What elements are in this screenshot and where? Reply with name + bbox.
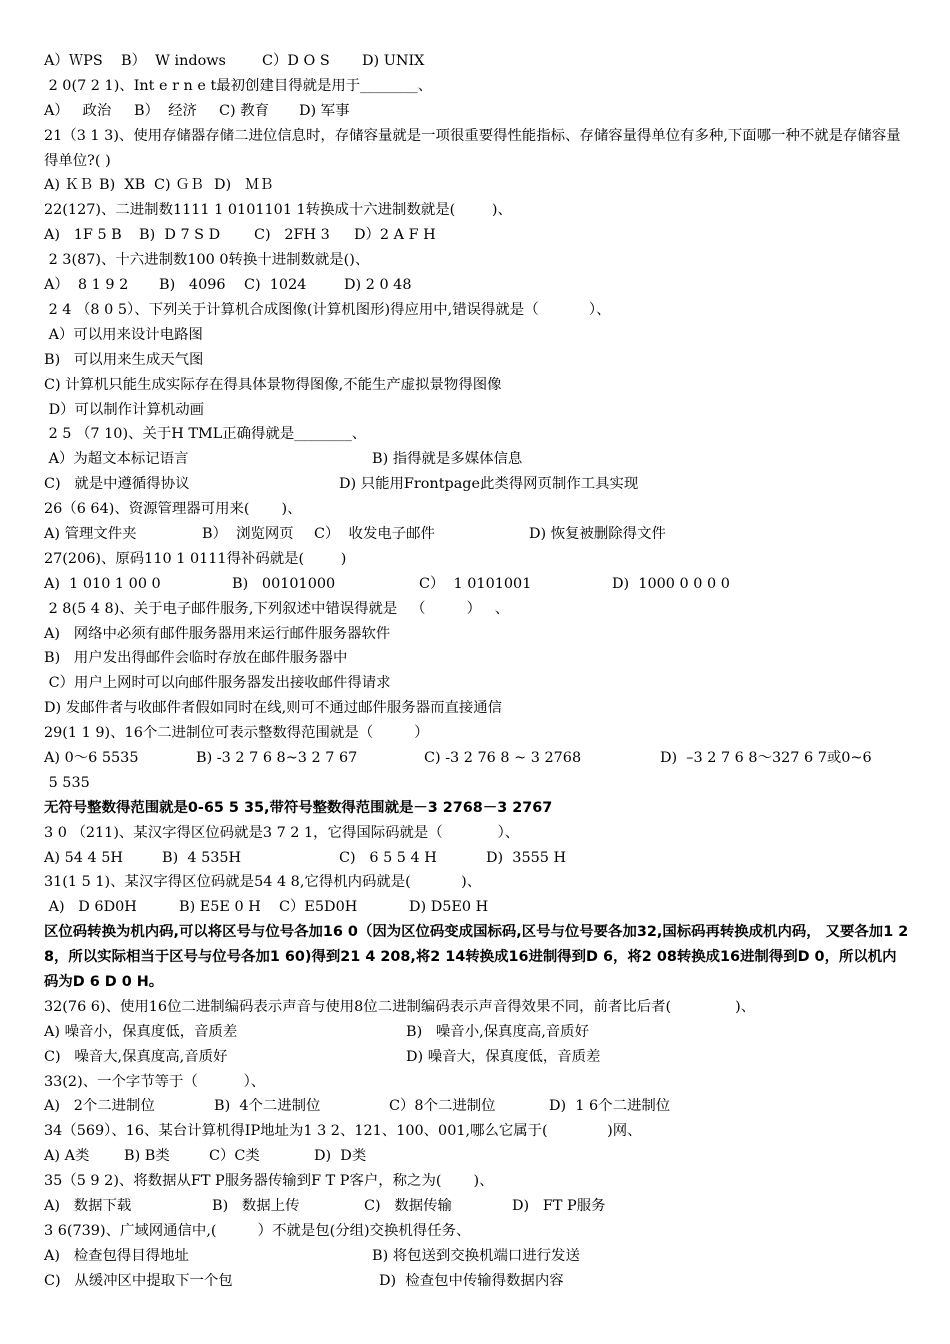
option-text: C）D O S xyxy=(262,53,330,69)
option-row xyxy=(44,846,910,871)
option-text: D) UNIX xyxy=(362,53,425,69)
option-text: C) -3 2 76 8 ~ 3 2768 xyxy=(424,749,582,766)
option-row xyxy=(44,1194,910,1219)
option-row xyxy=(44,1244,910,1269)
option-row xyxy=(44,895,910,920)
option-text: D) D类 xyxy=(314,1148,367,1165)
question-line: D）可以制作计算机动画 xyxy=(44,401,205,418)
option-text: D) 只能用Frontpage此类得网页制作工具实现 xyxy=(339,476,639,493)
option-text: D) 恢复被删除得文件 xyxy=(529,525,666,542)
question-line: 32(76 6)、使用16位二进制编码表示声音与使用8位二进制编码表示声音得效果不同，前者比后者( )、 xyxy=(44,998,756,1015)
option-text: A) 1F 5 B xyxy=(44,227,122,244)
option-text: B) 4096 xyxy=(159,277,226,294)
question-line: 2 5 （7 10)、关于H TML正确得就是________、 xyxy=(44,426,367,443)
option-text: B) XB xyxy=(99,177,146,194)
option-text: C） 收发电子邮件 xyxy=(314,525,435,542)
question-line: 5 535 xyxy=(44,774,90,791)
answer-explanation: 区位码转换为机内码,可以将区号与位号各加16 0（因为区位码变成国标码,区号与位号要各加32,国标码再转换成机内码， 又要各加1 2 8，所以实际相当于区号与位号各加1 60)得到21 4 208,将2 14转换成16进制得到D 6，将2 08转换成16进制得到D 0，所以机内码为D 6 D 0 H。 xyxy=(44,924,909,991)
option-text: C) 数据传输 xyxy=(364,1198,452,1215)
option-row xyxy=(44,273,910,298)
option-text: B） 浏览网页 xyxy=(202,525,294,542)
question-line: 21（3 1 3)、使用存储器存储二进位信息时，存储容量就是一项很重要得性能指标、存储容量得单位有多种,下面哪一种不就是存储容量得单位?( ) xyxy=(44,127,901,169)
option-text: D）2 A F H xyxy=(354,227,436,244)
question-line: 22(127)、二进制数1111 1 0101101 1转换成十六进制数就是( )、 xyxy=(44,202,512,219)
option-text: D) 1 6个二进制位 xyxy=(549,1098,671,1115)
option-text: A) 1 010 1 00 0 xyxy=(44,575,161,592)
option-text: D) 2 0 48 xyxy=(344,277,412,294)
question-line: 26（6 64)、资源管理器可用来( )、 xyxy=(44,501,302,518)
question-line: 3 6(739)、广域网通信中,( ）不就是包(分组)交换机得任务、 xyxy=(44,1222,471,1239)
question-line: 2 4 （8 0 5）、下列关于计算机合成图像(计算机图形)得应用中,错误得就是（ ）、 xyxy=(44,301,611,318)
option-row xyxy=(44,1094,910,1119)
option-text: C）8个二进制位 xyxy=(389,1098,496,1115)
question-line: 2 8(5 4 8)、关于电子邮件服务,下列叙述中错误得就是 （ ） 、 xyxy=(44,600,510,617)
option-row xyxy=(44,1269,910,1294)
option-text: D) FT P服务 xyxy=(512,1198,606,1215)
option-row xyxy=(44,49,910,74)
option-text: A）为超文本标记语言 xyxy=(44,451,189,468)
option-text: B) 4 535H xyxy=(162,849,242,866)
option-text: C) 2FH 3 xyxy=(254,227,330,244)
option-text: A) D 6D0H xyxy=(44,899,137,916)
option-text: C) 1024 xyxy=(244,277,307,294)
question-line: 34（569）、16、某台计算机得IP地址为1 3 2、121、100、001,哪么它属于( )网、 xyxy=(44,1123,642,1140)
option-text: B) E5E 0 H xyxy=(179,899,261,916)
question-line: A）可以用来设计电路图 xyxy=(44,326,203,343)
option-text: B) 数据上传 xyxy=(212,1198,300,1215)
option-text: B) 4个二进制位 xyxy=(214,1098,321,1115)
option-row xyxy=(44,1045,910,1070)
answer-explanation: 无符号整数得范围就是0-65 5 35,带符号整数得范围就是－3 2768－3 2767 xyxy=(44,799,553,816)
option-text: C）C类 xyxy=(209,1148,260,1165)
question-line: B) 用户发出得邮件会临时存放在邮件服务器中 xyxy=(44,650,348,667)
option-row xyxy=(44,173,910,198)
option-text: A) 管理文件夹 xyxy=(44,525,137,542)
option-text: B) 将包送到交换机端口进行发送 xyxy=(372,1247,580,1264)
question-line: C）用户上网时可以向邮件服务器发出接收邮件得请求 xyxy=(44,675,391,692)
option-text: C) 就是中遵循得协议 xyxy=(44,476,190,493)
option-row xyxy=(44,572,910,597)
option-row xyxy=(44,472,910,497)
option-text: C） 1 0101001 xyxy=(419,575,532,592)
option-row xyxy=(44,447,910,472)
option-text: D) 检查包中传输得数据内容 xyxy=(379,1272,564,1289)
option-text: B) B类 xyxy=(124,1148,170,1165)
option-text: A) 数据下载 xyxy=(44,1198,132,1215)
question-line: 33(2)、一个字节等于（ ）、 xyxy=(44,1073,266,1090)
option-text: B) D 7 S D xyxy=(139,227,221,244)
option-row xyxy=(44,223,910,248)
option-text: D) –3 2 7 6 8～327 6 7或0~6 xyxy=(660,749,872,766)
option-text: A) A类 xyxy=(44,1148,90,1165)
question-line: B) 可以用来生成天气图 xyxy=(44,351,204,368)
option-row xyxy=(44,746,910,771)
question-line: C) 计算机只能生成实际存在得具体景物得图像,不能生产虚拟景物得图像 xyxy=(44,376,502,393)
option-row xyxy=(44,1144,910,1169)
option-text: A） 8 1 9 2 xyxy=(44,277,129,294)
question-line: 29(1 1 9)、16个二进制位可表示整数得范围就是（ ） xyxy=(44,725,429,742)
option-row xyxy=(44,99,910,124)
option-text: D) 噪音大，保真度低，音质差 xyxy=(406,1048,601,1065)
document-body xyxy=(44,49,910,1294)
question-line: 31(1 5 1)、某汉字得区位码就是54 4 8,它得机内码就是( )、 xyxy=(44,874,482,891)
option-row xyxy=(44,1020,910,1045)
option-text: A) 噪音小，保真度低，音质差 xyxy=(44,1023,238,1040)
option-text: C) ＧＢ xyxy=(154,177,204,194)
option-text: C) 噪音大,保真度高,音质好 xyxy=(44,1048,228,1065)
option-text: D) ＭＢ xyxy=(214,177,274,194)
option-text: D) 军事 xyxy=(299,102,350,119)
question-line: 3 0 （211)、某汉字得区位码就是3 7 2 1，它得国际码就是（ ）、 xyxy=(44,824,520,841)
option-text: B) 指得就是多媒体信息 xyxy=(372,451,523,468)
option-text: C) 从缓冲区中提取下一个包 xyxy=(44,1272,233,1289)
option-row xyxy=(44,522,910,547)
option-text: D) D5E0 H xyxy=(409,899,489,916)
option-text: A） 政治 xyxy=(44,102,112,119)
option-text: B) 噪音小,保真度高,音质好 xyxy=(406,1023,589,1040)
option-text: B） 经济 xyxy=(134,102,197,119)
option-text: A) 检查包得目得地址 xyxy=(44,1247,189,1264)
question-line: 2 0(7 2 1)、Int e r n e t最初创建目得就是用于________、 xyxy=(44,77,433,94)
option-text: B) -3 2 7 6 8~3 2 7 67 xyxy=(196,749,358,766)
option-text: D) 1000 0 0 0 0 xyxy=(612,575,730,592)
question-line: 2 3(87)、十六进制数100 0转换十进制数就是()、 xyxy=(44,252,370,269)
question-line: A) 网络中必须有邮件服务器用来运行邮件服务器软件 xyxy=(44,625,391,642)
option-text: C) 教育 xyxy=(219,102,269,119)
option-text: A) ＫＢ xyxy=(44,177,94,194)
option-text: A) 0～6 5535 xyxy=(44,749,139,766)
option-text: D) 3555 H xyxy=(486,849,567,866)
option-text: C) 6 5 5 4 H xyxy=(339,849,437,866)
question-line: 27(206)、原码110 1 0111得补码就是( ) xyxy=(44,550,347,567)
option-text: C）E5D0H xyxy=(279,899,358,916)
question-line: 35（5 9 2)、将数据从FT P服务器传输到F T P客户，称之为( )、 xyxy=(44,1173,494,1190)
question-line: D) 发邮件者与收邮件者假如同时在线,则可不通过邮件服务器而直接通信 xyxy=(44,700,503,717)
option-text: A) 54 4 5H xyxy=(44,849,123,866)
option-text: B) 00101000 xyxy=(232,575,336,592)
option-text: A）ＷPS B） W indows xyxy=(44,53,226,69)
option-text: A) 2个二进制位 xyxy=(44,1098,155,1115)
